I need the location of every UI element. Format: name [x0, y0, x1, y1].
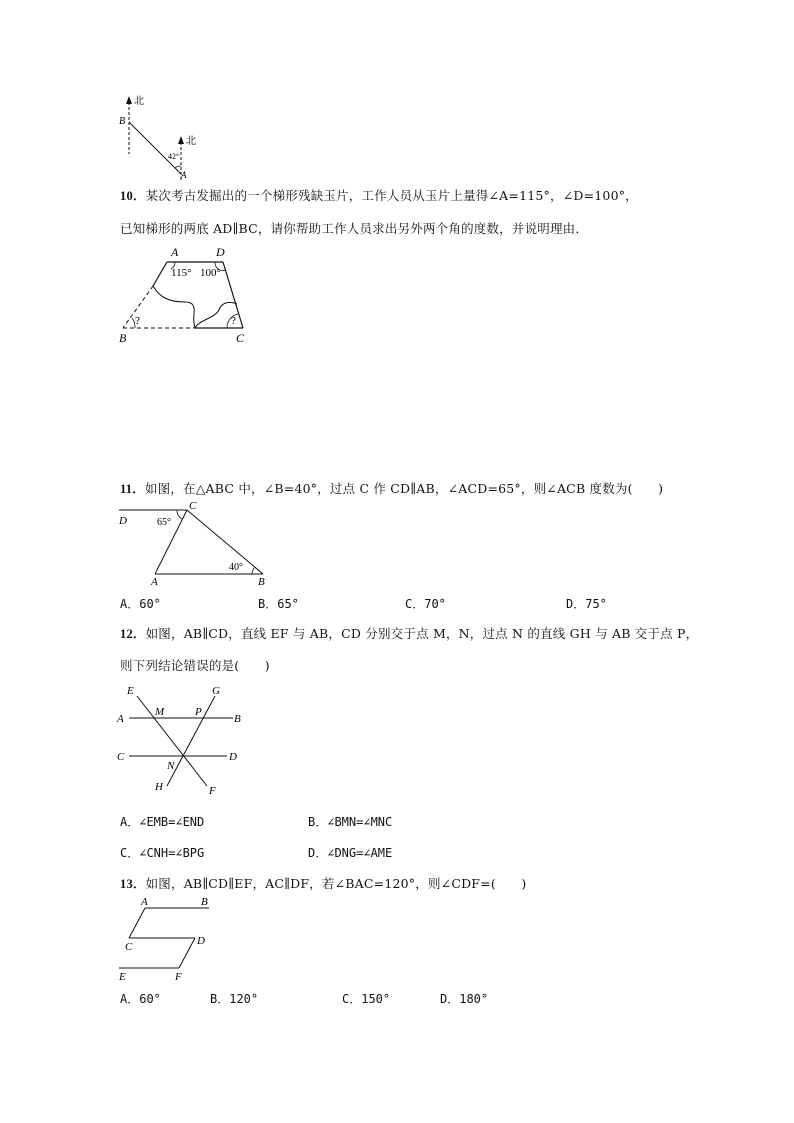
- north-arrow-b: [126, 96, 132, 104]
- question-12-line1: 12．如图，AB∥CD，直线 EF 与 AB，CD 分别交于点 M，N，过点 N 的直线 GH 与 AB 交于点 P，: [120, 626, 699, 641]
- q12-option-d[interactable]: D．∠DNG=∠AME: [308, 846, 393, 860]
- trap-label-b: B: [119, 331, 127, 345]
- zz-label-b: B: [201, 896, 208, 908]
- pl-label-g: G: [212, 685, 220, 697]
- point-a-label: A: [181, 170, 187, 180]
- question-10-line2: 已知梯形的两底 AD∥BC，请你帮助工作人员求出另外两个角的度数，并说明理由．: [120, 221, 589, 236]
- trap-label-d: D: [216, 245, 225, 259]
- q12-option-a[interactable]: A．∠EMB=∠END: [120, 815, 205, 829]
- q13-option-c[interactable]: C．150°: [342, 992, 391, 1006]
- point-b-label: B: [119, 116, 126, 127]
- angle-label: 42°: [168, 152, 180, 161]
- trap-label-a: A: [171, 245, 179, 259]
- trap-angle-a: 115°: [171, 267, 192, 279]
- q11-option-d[interactable]: D．75°: [566, 597, 607, 611]
- tri-label-d: D: [119, 515, 127, 527]
- pl-label-c: C: [117, 751, 125, 763]
- north-label-2: 北: [186, 136, 196, 147]
- segment-ab: [129, 122, 181, 174]
- parallel-lines-figure: [115, 682, 255, 798]
- zz-label-a: A: [141, 896, 148, 908]
- tri-label-b: B: [258, 576, 265, 588]
- q11-option-a[interactable]: A．60°: [120, 597, 161, 611]
- q12-option-b[interactable]: B．∠BMN=∠MNC: [308, 815, 393, 829]
- pl-label-b: B: [234, 713, 241, 725]
- question-11-text: 11．如图，在△ABC 中，∠B=40°，过点 C 作 CD∥AB，∠ACD=65°，则∠ACB 度数为( ): [120, 481, 664, 496]
- pl-label-n: N: [167, 760, 175, 772]
- trap-label-c: C: [236, 331, 245, 345]
- q13-option-d[interactable]: D．180°: [440, 992, 489, 1006]
- zz-label-d: D: [197, 935, 205, 947]
- pl-label-h: H: [155, 781, 163, 793]
- trap-angle-d: 100°: [200, 267, 221, 279]
- zigzag-figure: [115, 894, 225, 984]
- q13-option-b[interactable]: B．120°: [210, 992, 259, 1006]
- q13-option-a[interactable]: A．60°: [120, 992, 161, 1006]
- north-arrow-a: [178, 136, 184, 144]
- q11-option-b[interactable]: B．65°: [258, 597, 299, 611]
- zz-label-f: F: [175, 971, 182, 983]
- q12-option-c[interactable]: C．∠CNH=∠BPG: [120, 846, 205, 860]
- pl-label-a: A: [117, 713, 124, 725]
- zz-label-e: E: [119, 971, 126, 983]
- question-13-text: 13．如图，AB∥CD∥EF，AC∥DF，若∠BAC=120°，则∠CDF=( ): [120, 876, 527, 891]
- bearing-figure: [115, 92, 205, 182]
- tri-angle-b: 40°: [229, 562, 243, 573]
- pl-label-m: M: [155, 706, 165, 718]
- trapezoid-figure: [115, 244, 265, 346]
- question-12-line2: 则下列结论错误的是( ): [120, 658, 270, 673]
- triangle-figure: [115, 498, 275, 588]
- pl-label-f: F: [209, 785, 216, 797]
- tri-label-c: C: [189, 500, 197, 512]
- tri-label-a: A: [151, 576, 158, 588]
- pl-label-d: D: [229, 751, 237, 763]
- question-10-line1: 10．某次考古发掘出的一个梯形残缺玉片，工作人员从玉片上量得∠A=115°，∠D=100°，: [120, 188, 638, 203]
- zz-label-c: C: [125, 941, 133, 953]
- pl-label-e: E: [127, 685, 134, 697]
- q11-option-c[interactable]: C．70°: [405, 597, 446, 611]
- north-label-1: 北: [134, 96, 144, 107]
- tri-angle-c: 65°: [157, 517, 171, 528]
- trap-q-b: ?: [135, 315, 140, 327]
- trap-q-c: ?: [231, 315, 236, 327]
- pl-label-p: P: [195, 706, 202, 718]
